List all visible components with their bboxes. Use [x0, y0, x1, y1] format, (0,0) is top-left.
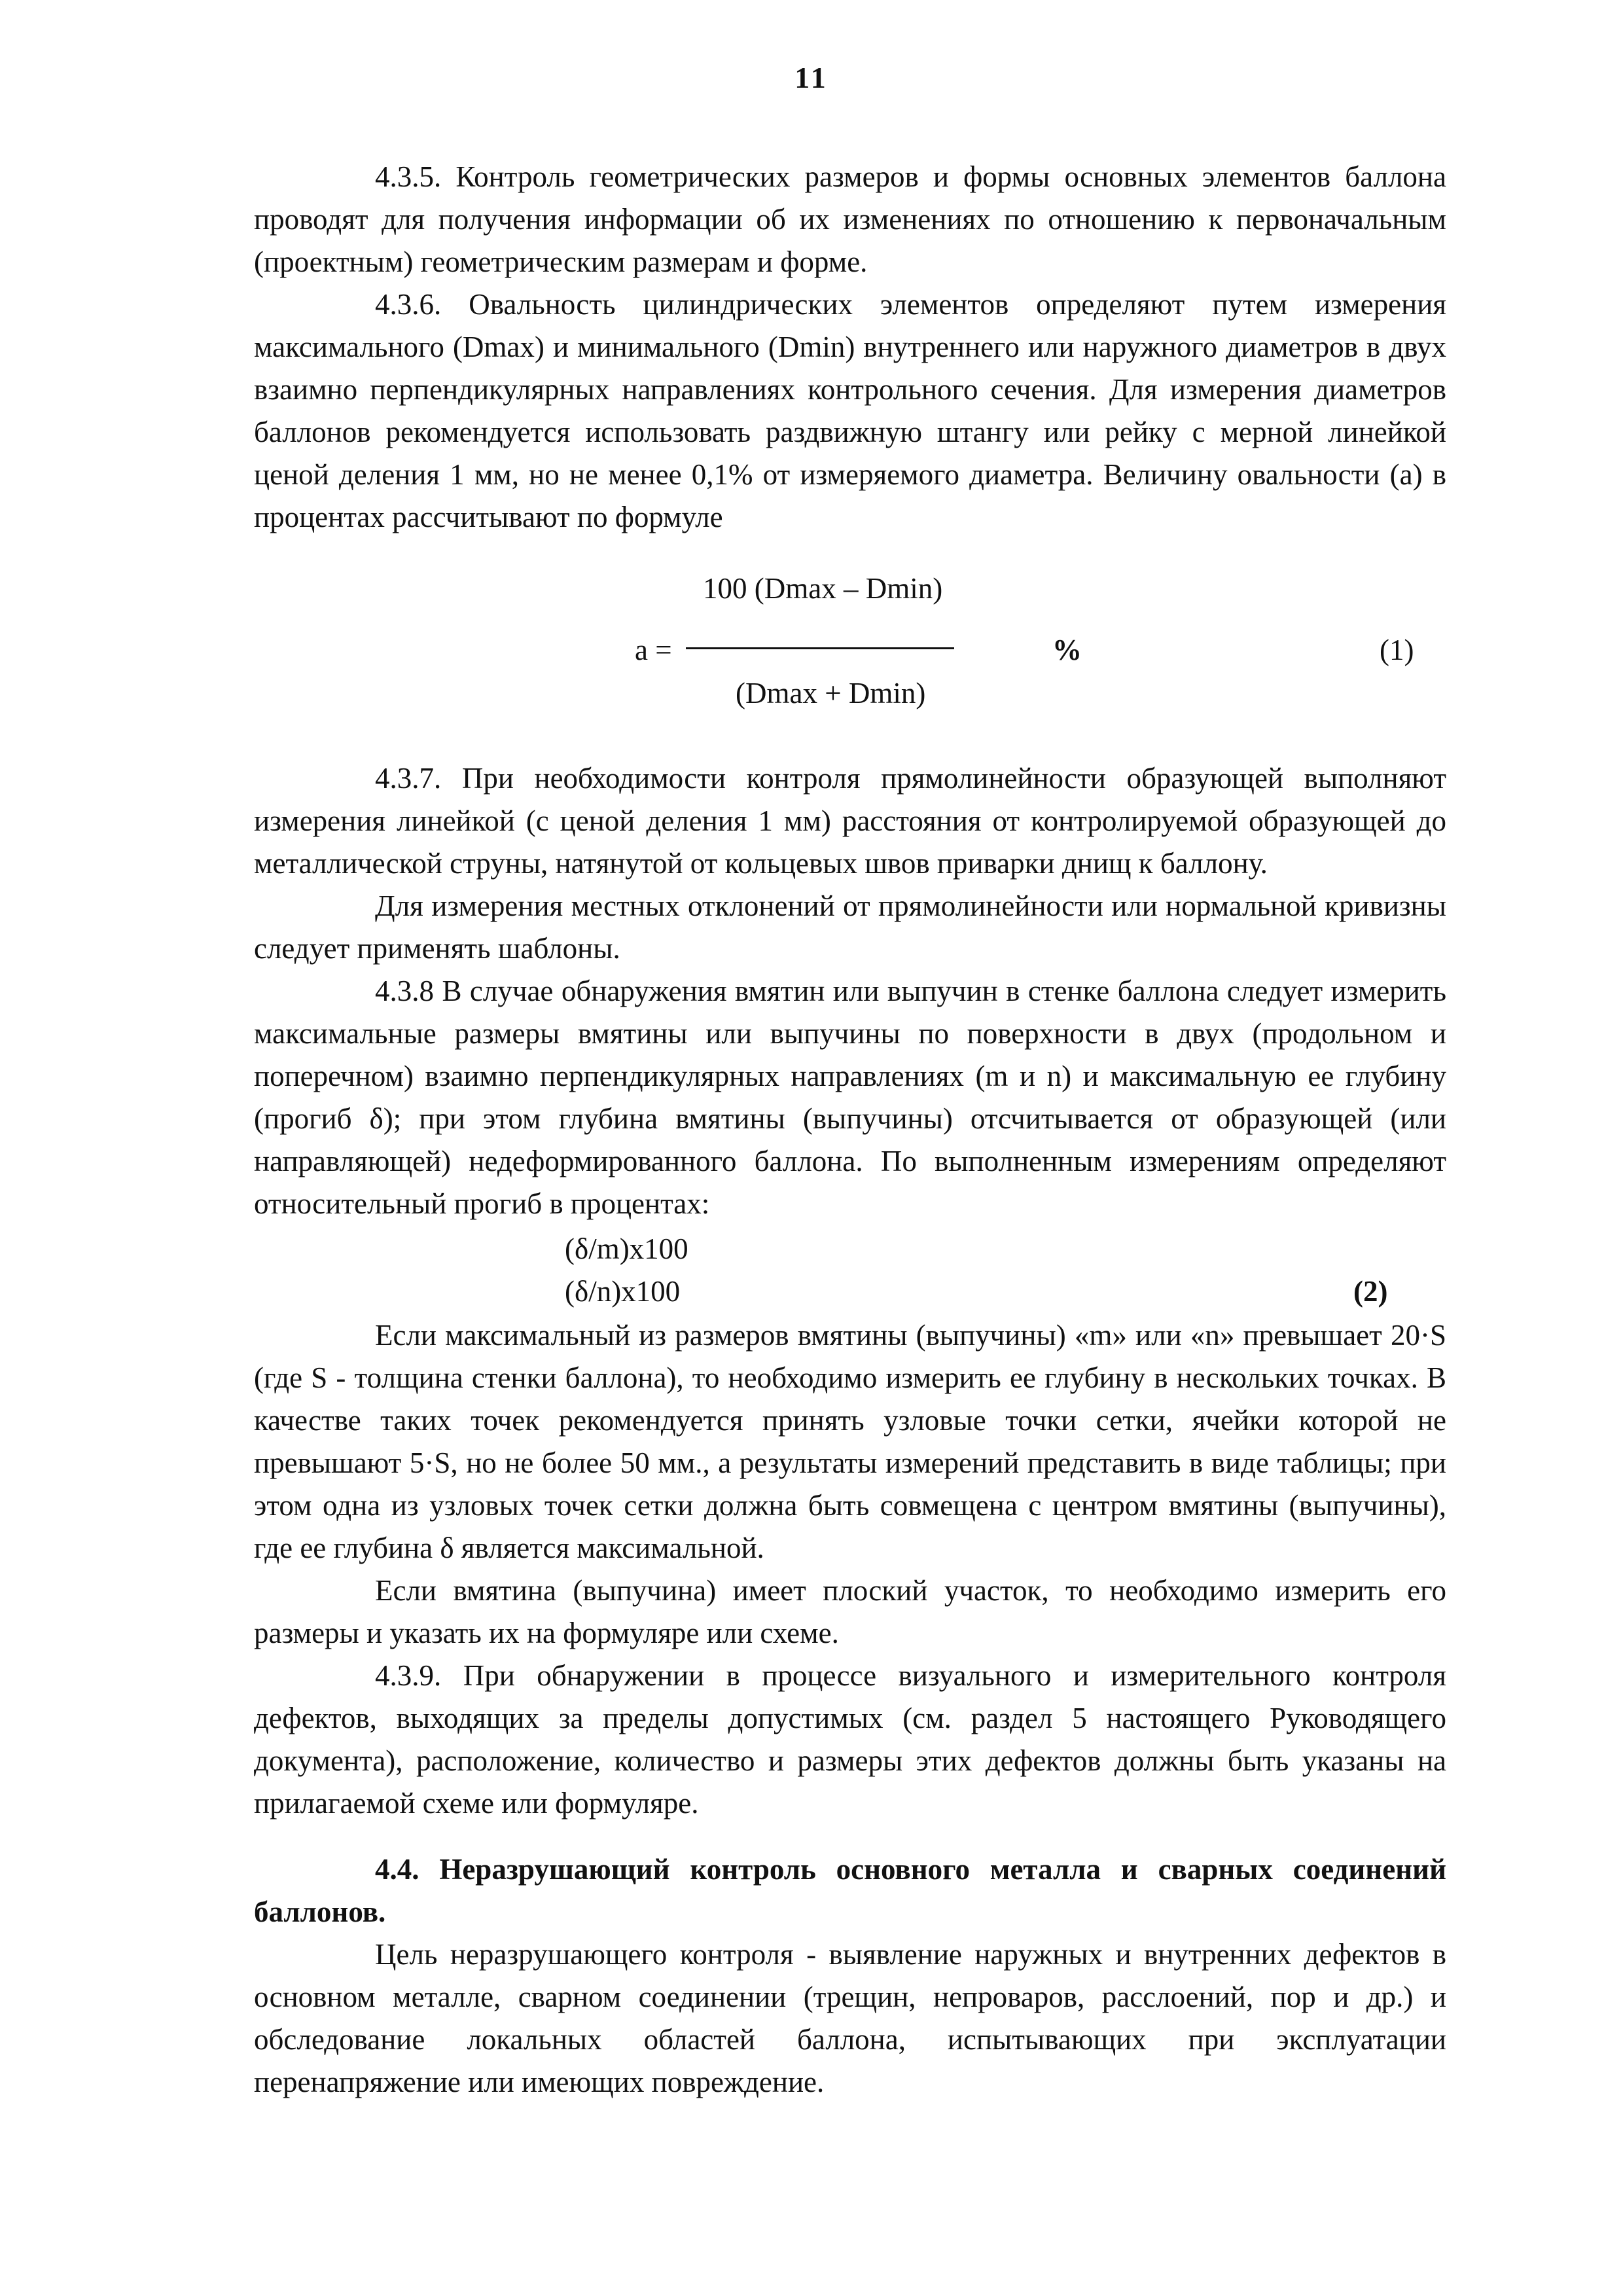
formula-2-line-2: (δ/n)x100	[565, 1275, 681, 1308]
paragraph-4-3-8-flat: Если вмятина (выпучина) имеет плоский участок, то необходимо измерить его размеры и указать их на формуляре или схеме.	[254, 1574, 1446, 1649]
paragraph-4-3-7: 4.3.7. При необходимости контроля прямолинейности образующей выполняют измерения линейкой (с ценой деления 1 мм) расстояния от контролируемой образующей до металлической струны, натянутой от кольцевых швов приварки днищ к баллону.	[254, 762, 1446, 880]
paragraph-4-3-7-templates: Для измерения местных отклонений от прямолинейности или нормальной кривизны следует применять шаблоны.	[254, 889, 1446, 965]
page-number: 11	[794, 61, 829, 94]
formula-2-number: (2)	[1353, 1275, 1388, 1308]
paragraph-4-3-8: 4.3.8 В случае обнаружения вмятин или выпучин в стенке баллона следует измерить максимальные размеры вмятины или выпучины по поверхности в двух (продольном и поперечном) взаимно перпендикулярных направлениях (m и n) и максимальную ее глубину (прогиб δ); при этом глубина вмятины (выпучины) отсчитывается от образующей (или направляющей) недеформированного баллона. По выполненным измерениям определяют относительный прогиб в процентах:	[254, 975, 1446, 1220]
page-content	[254, 156, 1446, 2104]
formula-1-lhs: a =	[635, 634, 672, 666]
formula-1-numerator: 100 (Dmax – Dmin)	[703, 572, 943, 605]
section-gap	[254, 1825, 1446, 1848]
formula-1	[254, 561, 1446, 738]
formula-1-unit: %	[1052, 634, 1082, 666]
formula-2	[254, 1228, 1446, 1313]
paragraph-4-3-5: 4.3.5. Контроль геометрических размеров и формы основных элементов баллона проводят для получения информации об их изменениях по отношению к первоначальным (проектным) геометрическим размерам и форме.	[254, 160, 1446, 278]
paragraph-4-3-6: 4.3.6. Овальность цилиндрических элементов определяют путем измерения максимального (Dmax) и минимального (Dmin) внутреннего или наружного диаметров в двух взаимно перпендикулярных направлениях контрольного сечения. Для измерения диаметров баллонов рекомендуется использовать раздвижную штангу или рейку с мерной линейкой ценой деления 1 мм, но не менее 0,1% от измеряемого диаметра. Величину овальности (а) в процентах рассчитывают по формуле	[254, 288, 1446, 533]
formula-2-line-1: (δ/m)x100	[565, 1232, 688, 1265]
paragraph-4-3-9: 4.3.9. При обнаружении в процессе визуального и измерительного контроля дефектов, выходящих за пределы допустимых (см. раздел 5 настоящего Руководящего документа), расположение, количество и размеры этих дефектов должны быть указаны на прилагаемой схеме или формуляре.	[254, 1659, 1446, 1820]
paragraph-4-4-purpose: Цель неразрушающего контроля - выявление наружных и внутренних дефектов в основном металле, сварном соединении (трещин, непроваров, расслоений, пор и др.) и обследование локальных областей баллона, испытывающих при эксплуатации перенапряжение или имеющих повреждение.	[254, 1938, 1446, 2098]
paragraph-4-3-8-depth: Если максимальный из размеров вмятины (выпучины) «m» или «n» превышает 20·S (где S - толщина стенки баллона), то необходимо измерить ее глубину в нескольких точках. В качестве таких точек рекомендуется принять узловые точки сетки, ячейки которой не превышают 5·S, но не более 50 мм., а результаты измерений представить в виде таблицы; при этом одна из узловых точек сетки должна быть совмещена с центром вмятины (выпучины), где ее глубина δ является максимальной.	[254, 1319, 1446, 1564]
section-heading-4-4: 4.4. Неразрушающий контроль основного металла и сварных соединений баллонов.	[254, 1853, 1446, 1928]
formula-1-number: (1)	[1380, 634, 1414, 666]
formula-1-denominator: (Dmax + Dmin)	[736, 677, 926, 709]
fraction-bar	[686, 647, 954, 649]
